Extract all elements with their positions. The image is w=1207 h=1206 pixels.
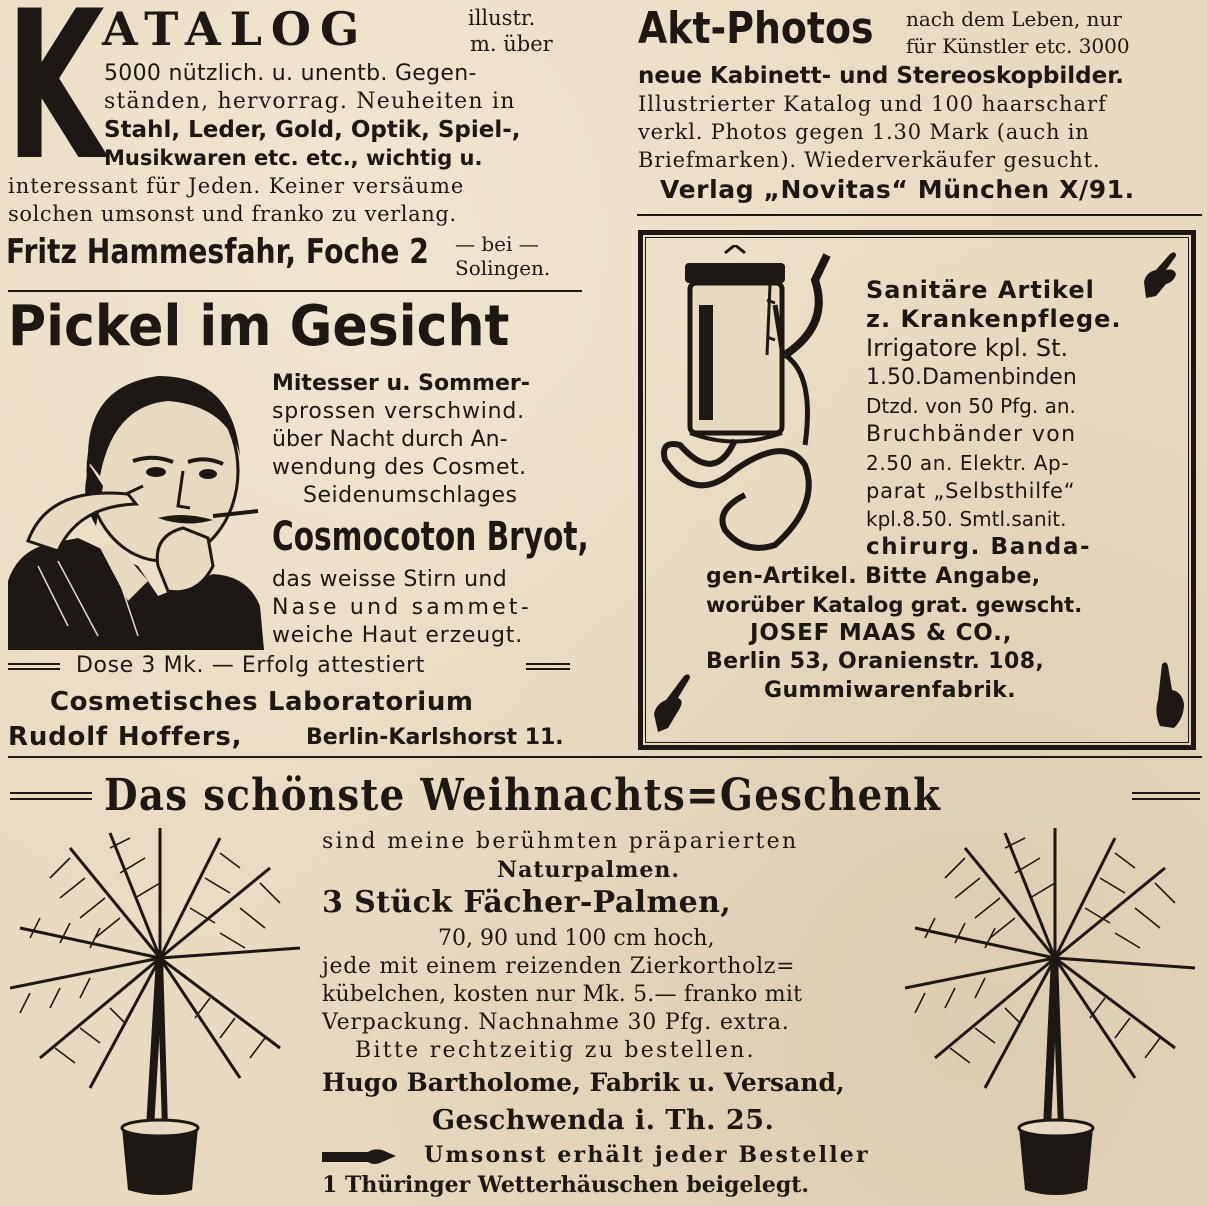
sanitaer-line-5: Dtzd. von 50 Pfg. an. (866, 394, 1076, 418)
katalog-body-5: interessant für Jeden. Keiner versäume (8, 174, 465, 198)
price-rule-right-b (526, 668, 570, 670)
akt-headline: Akt-Photos (638, 3, 874, 54)
pickel-headline: Pickel im Gesicht (8, 294, 510, 359)
akt-body-4: Briefmarken). Wiederverkäufer gesucht. (638, 148, 1101, 172)
sanitaer-line-10: chirurg. Banda- (866, 534, 1092, 560)
headline-rule-left-b (10, 798, 92, 800)
katalog-body-2: ständen, hervorrag. Neuheiten in (104, 89, 516, 114)
katalog-headline: ATALOG (102, 2, 369, 56)
katalog-body-1: 5000 nützlich. u. unentb. Gegen- (104, 61, 477, 86)
katalog-vendor: Fritz Hammesfahr, Foche 2 (6, 232, 429, 272)
palmen-company: Hugo Bartholome, Fabrik u. Versand, (322, 1068, 845, 1097)
akt-publisher: Verlag „Novitas“ München X/91. (660, 175, 1135, 204)
pickel-effect-3: weiche Haut erzeugt. (272, 623, 523, 648)
sanitaer-line-8: parat „Selbsthilfe“ (866, 479, 1076, 503)
pickel-body-1: Mitesser u. Sommer- (272, 371, 530, 396)
pickel-effect-1: das weisse Stirn und (272, 567, 508, 592)
pointing-hand-icon (650, 670, 694, 736)
palmen-bonus-2: 1 Thüringer Wetterhäuschen beigelegt. (322, 1172, 810, 1198)
sanitaer-line-4: 1.50.Damenbinden (866, 365, 1077, 390)
pickel-owner: Rudolf Hoffers, (8, 722, 243, 752)
sanitaer-line-3: Irrigatore kpl. St. (866, 334, 1069, 362)
pickel-body-2: sprossen verschwind. (272, 399, 525, 424)
price-rule-left-a (8, 663, 60, 665)
sanitaer-line-1: Sanitäre Artikel (866, 276, 1095, 304)
irrigator-illustration (655, 245, 865, 565)
pointing-hand-icon (1140, 248, 1182, 302)
divider-left-top (8, 290, 582, 292)
sanitaer-line-2: z. Krankenpflege. (866, 305, 1122, 333)
akt-body-3: verkl. Photos gegen 1.30 Mark (auch in (638, 120, 1090, 144)
pickel-body-5: Seidenumschlages (303, 483, 518, 508)
palmen-detail-4: Verpackung. Nachnahme 30 Pfg. extra. (322, 1010, 790, 1035)
katalog-body-4: Musikwaren etc. etc., wichtig u. (104, 146, 483, 170)
katalog-location-bottom: Solingen. (455, 256, 551, 280)
palmen-detail-2: jede mit einem reizenden Zierkortholz= (322, 954, 796, 979)
pickel-company: Cosmetisches Laboratorium (50, 687, 474, 717)
sanitaer-tagline: Gummiwarenfabrik. (764, 678, 1017, 703)
pointing-hand-icon (1152, 660, 1192, 732)
sanitaer-line-12: worüber Katalog grat. gewscht. (706, 593, 1083, 617)
sanitaer-line-7: 2.50 an. Elektr. Ap- (866, 451, 1070, 475)
akt-side-2: für Künstler etc. 3000 (906, 34, 1130, 58)
headline-rule-right-b (1132, 798, 1200, 800)
pickel-body-4: wendung des Cosmet. (272, 455, 527, 480)
palmen-bonus-1: Umsonst erhält jeder Besteller (424, 1142, 870, 1168)
sanitaer-address: Berlin 53, Oranienstr. 108, (706, 649, 1045, 674)
katalog-body-6: solchen umsonst und franko zu verlang. (8, 202, 457, 226)
pickel-address: Berlin-Karlshorst 11. (306, 725, 564, 750)
katalog-initial: K (6, 0, 105, 206)
headline-rule-left-a (10, 792, 92, 794)
divider-right-top (637, 214, 1202, 216)
sanitaer-line-9: kpl.8.50. Smtl.sanit. (866, 507, 1067, 531)
pickel-product: Cosmocoton Bryot, (272, 514, 589, 560)
palmen-detail-5: Bitte rechtzeitig zu bestellen. (355, 1038, 756, 1063)
palmen-headline: Das schönste Weihnachts=Geschenk (104, 770, 942, 821)
pointing-hand-icon (322, 1146, 398, 1168)
akt-body-1: neue Kabinett- und Stereoskopbilder. (638, 63, 1125, 89)
palmen-detail-3: kübelchen, kosten nur Mk. 5.— franko mit (322, 982, 803, 1007)
sanitaer-line-6: Bruchbänder von (866, 422, 1077, 447)
pickel-price-line: Dose 3 Mk. — Erfolg attestiert (76, 653, 425, 678)
palm-illustration-left (10, 828, 310, 1200)
akt-side-1: nach dem Leben, nur (906, 7, 1122, 31)
palmen-line-1: sind meine berühmten präparierten (322, 829, 799, 854)
sanitaer-line-11: gen-Artikel. Bitte Angabe, (706, 564, 1041, 589)
man-portrait-illustration (8, 366, 264, 650)
price-rule-left-b (8, 668, 60, 670)
palmen-offer: 3 Stück Fächer-Palmen, (322, 885, 732, 920)
katalog-body-3: Stahl, Leder, Gold, Optik, Spiel-, (104, 117, 521, 143)
akt-body-2: Illustrierter Katalog und 100 haarscharf (638, 92, 1107, 116)
headline-rule-right-a (1132, 792, 1200, 794)
price-rule-right-a (526, 663, 570, 665)
pickel-effect-2: Nase und sammet- (272, 595, 532, 620)
palmen-detail-1: 70, 90 und 100 cm hoch, (438, 926, 715, 951)
sanitaer-company: JOSEF MAAS & CO., (750, 620, 1013, 646)
katalog-side-2: m. über (470, 32, 553, 56)
divider-section (8, 756, 1202, 758)
palmen-line-2: Naturpalmen. (497, 857, 681, 883)
palm-illustration-right (905, 828, 1201, 1200)
pickel-body-3: über Nacht durch An- (272, 427, 508, 452)
katalog-side-1: illustr. (468, 6, 536, 30)
palmen-address: Geschwenda i. Th. 25. (432, 1105, 775, 1136)
katalog-location-top: — bei — (455, 232, 539, 256)
